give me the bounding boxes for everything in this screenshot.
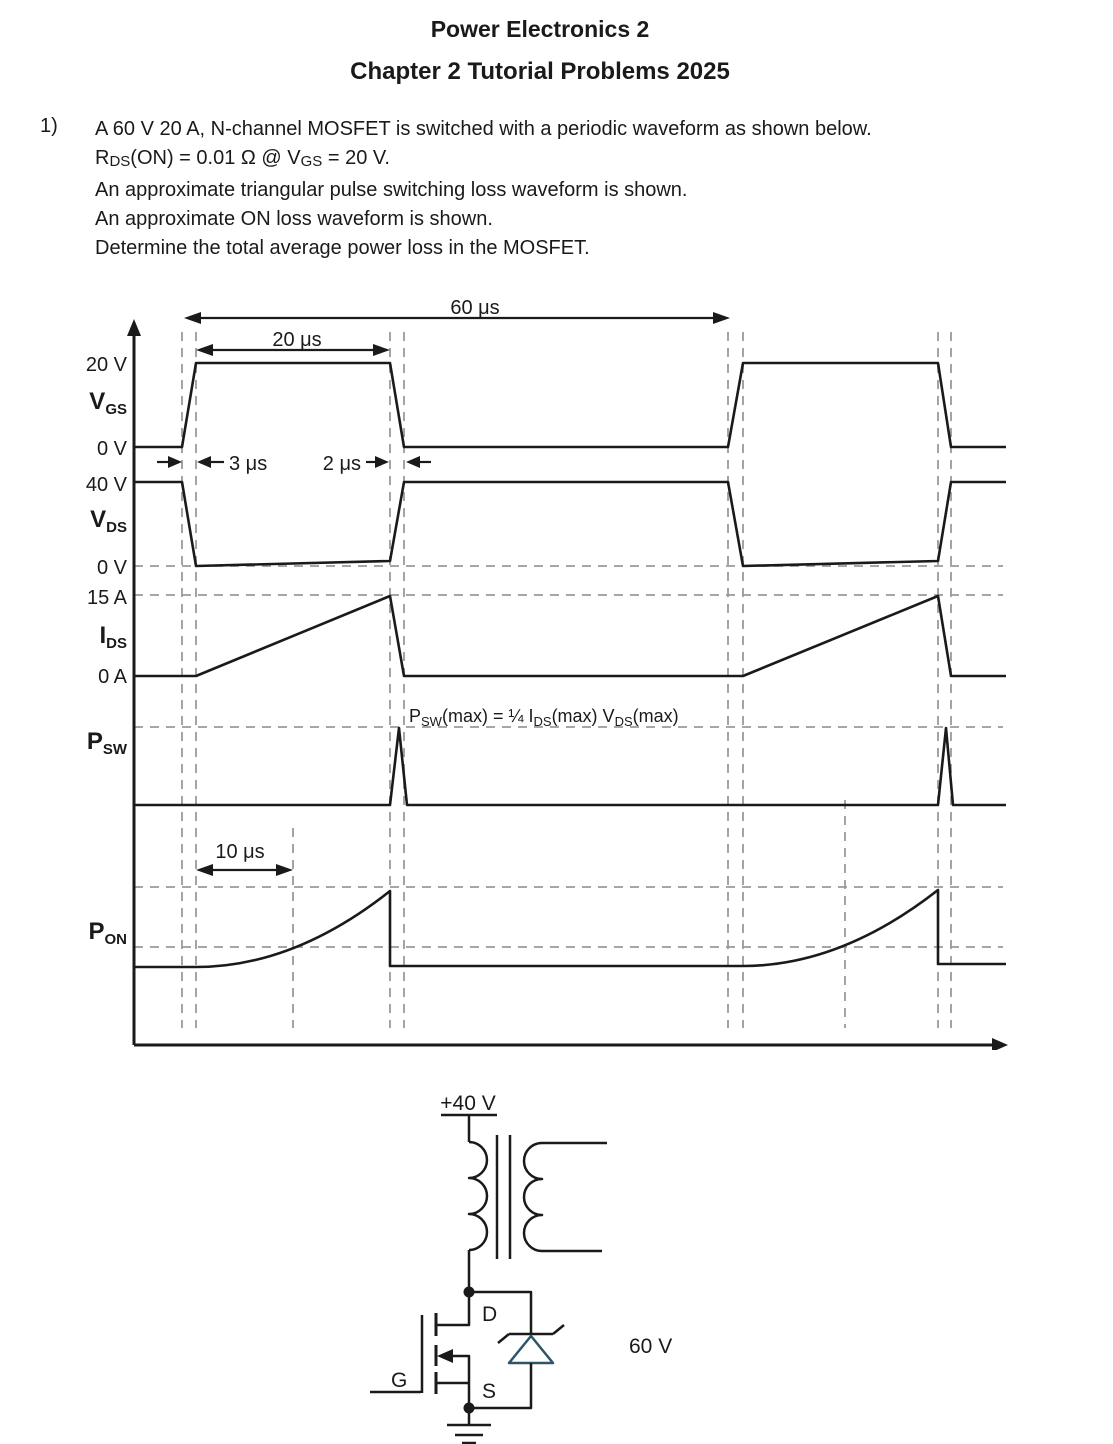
vgs-trace — [134, 363, 1006, 447]
problem-line-5: Determine the total average power loss in the MOSFET. — [95, 237, 590, 259]
ids-trace — [134, 596, 1006, 676]
problem-statement — [95, 115, 1055, 263]
circuit-diagram — [0, 1080, 1113, 1444]
psw-max-annotation: $P_{SW}(\max)$ = ¼ $I_{DS}(\max)$ $V_{DS}(\max)$ — [409, 706, 679, 729]
dim-10us-label: 10 μs — [215, 841, 265, 863]
vds-trace — [134, 482, 1006, 566]
problem-line-2: RDS(ON) = 0.01 Ω @ VGS = 20 V. — [95, 147, 390, 170]
x-axis-arrow — [992, 1038, 1008, 1050]
problem-number: 1) — [40, 115, 58, 137]
zener-diode — [509, 1336, 553, 1363]
label-vgs: $V_{GS}$ — [89, 388, 127, 418]
primary-winding — [469, 1142, 487, 1250]
dim-10us — [196, 841, 293, 876]
label-0v-drain: 0 V — [96, 557, 127, 579]
axis-labels — [86, 354, 128, 948]
transformer — [469, 1135, 607, 1292]
zener-branch — [469, 1292, 672, 1408]
drain-lead — [436, 1292, 469, 1325]
dim-2us-label: 2 μs — [322, 453, 361, 475]
label-0v-gate: 0 V — [96, 438, 127, 460]
drain-node-dot — [464, 1287, 475, 1298]
dimension-annotations — [157, 297, 730, 876]
page-subtitle: Chapter 2 Tutorial Problems 2025 — [350, 58, 730, 85]
supply-rail — [440, 1092, 497, 1142]
label-0a: 0 A — [98, 666, 127, 688]
label-40v: 40 V — [85, 474, 127, 496]
dim-20us — [196, 329, 390, 356]
source-label: S — [482, 1380, 497, 1403]
gate-label: G — [391, 1369, 408, 1392]
secondary-winding — [524, 1143, 542, 1251]
label-20v: 20 V — [85, 354, 127, 376]
problem-line-1: A 60 V 20 A, N-channel MOSFET is switched with a periodic waveform as shown below. — [95, 118, 872, 140]
mosfet-symbol — [370, 1287, 497, 1414]
dim-3us-label: 3 μs — [229, 453, 268, 475]
supply-label: +40 V — [440, 1092, 496, 1115]
dim-2us — [323, 453, 431, 475]
psw-trace — [134, 728, 1006, 805]
label-15a: 15 A — [86, 587, 127, 609]
dim-60us — [184, 297, 730, 324]
page-title: Power Electronics 2 — [430, 16, 650, 42]
label-pon: $P_{ON}$ — [88, 918, 127, 948]
dim-60us-label: 60 μs — [450, 297, 500, 319]
y-axis-arrow — [127, 319, 141, 336]
label-psw: $P_{SW}$ — [86, 728, 127, 758]
dim-3us — [157, 453, 267, 475]
zener-voltage-label: 60 V — [629, 1335, 673, 1358]
problem-line-3: An approximate triangular pulse switching loss waveform is shown. — [95, 179, 688, 201]
problem-line-4: An approximate ON loss waveform is shown. — [95, 208, 493, 230]
ground-symbol — [447, 1408, 491, 1443]
label-ids: $I_{DS}$ — [99, 622, 127, 652]
body-arrow — [437, 1349, 453, 1363]
dim-20us-label: 20 μs — [272, 329, 322, 351]
dashed-guides — [134, 332, 1003, 1028]
pon-trace — [134, 890, 1006, 967]
label-vds: $V_{DS}$ — [90, 506, 127, 536]
drain-label: D — [482, 1303, 498, 1326]
waveform-diagram — [0, 285, 1113, 1050]
plot-axes — [127, 319, 1008, 1050]
